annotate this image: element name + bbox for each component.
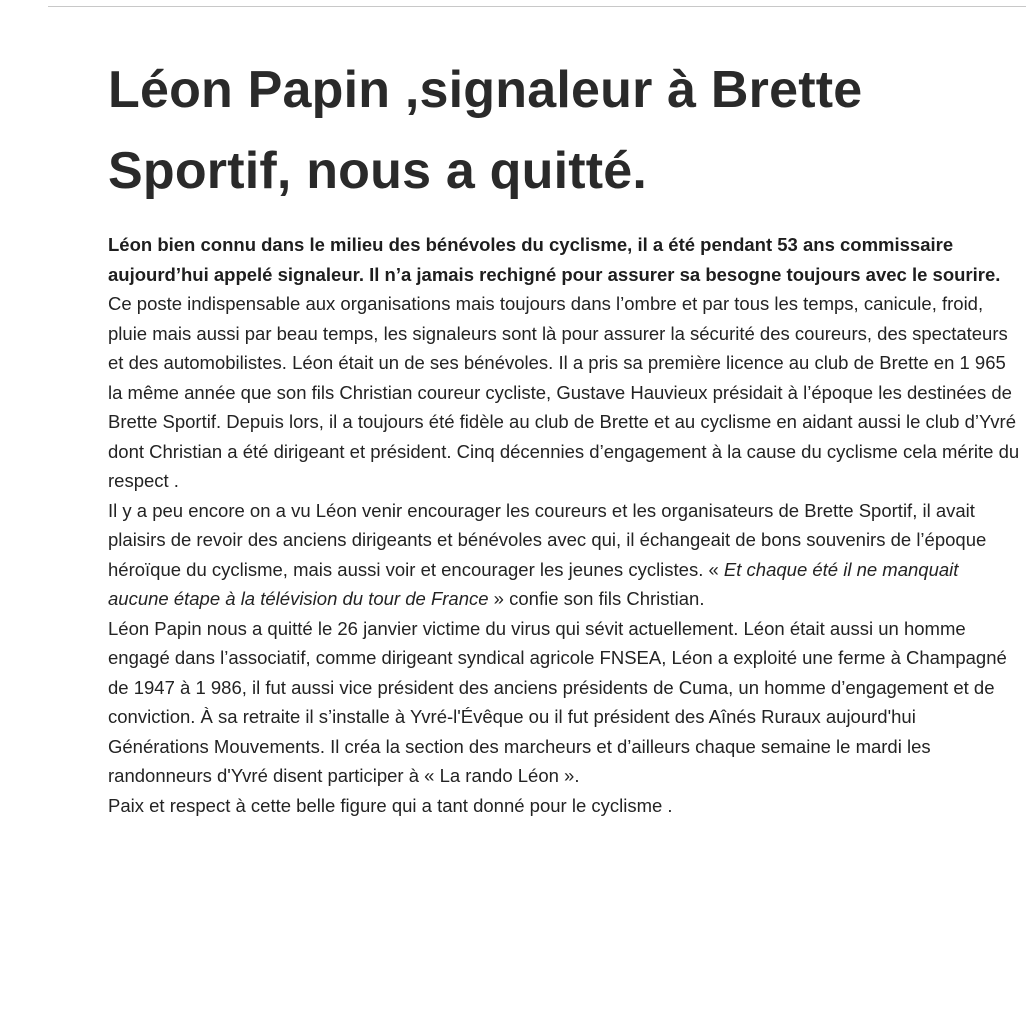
paragraph-2-text-after: » confie son fils Christian. [488, 588, 705, 609]
article-paragraph-4: Paix et respect à cette belle figure qui a tant donné pour le cyclisme . [108, 794, 673, 816]
article-paragraph-2 [108, 496, 1020, 614]
paragraph-2-text-before: Il y a peu encore on a vu Léon venir encourager les coureurs et les organisateurs de Brette Sportif, il avait plaisirs de revoir des anciens dirigeants et bénévoles avec qui, il échangeait de bons souvenirs de l’époque héroïque du cyclisme, mais aussi voir et encourager les jeunes cyclistes. « [108, 499, 987, 580]
article-paragraph-3: Léon Papin nous a quitté le 26 janvier victime du virus qui sévit actuellement. Léon était aussi un homme engagé dans l’associatif, comme dirigeant syndical agricole FNSEA, Léon a exploité une ferme à Champagné de 1947 à 1 986, il fut aussi vice président des anciens présidents de Cuma, un homme d’engagement et de conviction. À sa retraite il s’installe à Yvré-l'Évêque ou il fut président des Aînés Ruraux aujourd'hui Générations Mouvements. Il créa la section des marcheurs et d’ailleurs chaque semaine le mardi les randonneurs d'Yvré disent participer à « La rando Léon ». [108, 617, 1007, 786]
article [108, 50, 1020, 820]
article-title: Léon Papin ,signaleur à Brette Sportif, nous a quitté. [108, 61, 863, 200]
christian-quote: Et chaque été il ne manquait aucune étape à la télévision du tour de France [108, 558, 959, 609]
article-lead: Léon bien connu dans le milieu des bénévoles du cyclisme, il a été pendant 53 ans commissaire aujourd’hui appelé signaleur. Il n’a jamais rechigné pour assurer sa besogne toujours avec le sourire. [108, 234, 1001, 285]
top-divider [48, 6, 1026, 7]
article-paragraph-1: Ce poste indispensable aux organisations mais toujours dans l’ombre et par tous les temps, canicule, froid, pluie mais aussi par beau temps, les signaleurs sont là pour assurer la sécurité des coureurs, des spectateurs et des automobilistes. Léon était un de ses bénévoles. Il a pris sa première licence au club de Brette en 1 965 la même année que son fils Christian coureur cycliste, Gustave Hauvieux présidait à l’époque les destinées de Brette Sportif. Depuis lors, il a toujours été fidèle au club de Brette et au cyclisme en aidant aussi le club d’Yvré dont Christian a été dirigeant et président. Cinq décennies d’engagement à la cause du cyclisme cela mérite du respect . [108, 293, 1020, 491]
